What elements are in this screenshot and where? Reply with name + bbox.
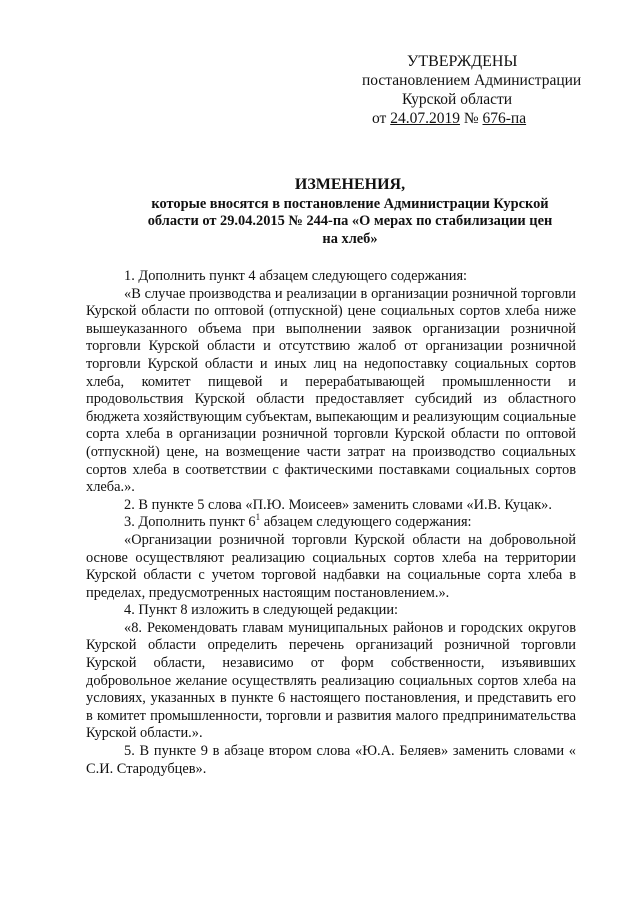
approval-heading: УТВЕРЖДЕНЫ bbox=[407, 53, 518, 70]
paragraph-5: «Организации розничной торговли Курской области на добровольной основе осуществляют реализацию социальных сортов хлеба на территории Курской области с учетом торговой надбавки на социальные сорта хлеба в пределах, предусмотренных настоящим постановлением.». bbox=[86, 531, 576, 601]
document-body bbox=[86, 268, 576, 778]
paragraph-6: 4. Пункт 8 изложить в следующей редакции: bbox=[124, 602, 399, 619]
paragraph-4-superscript: 1 bbox=[255, 512, 261, 523]
paragraph-4-start: 3. Дополнить пункт 6 bbox=[124, 514, 256, 531]
approval-date-prefix: от bbox=[372, 110, 387, 127]
title-subtitle: которые вносятся в постановление Администрации Курской области от 29.04.2015 № 244-па «О мерах по стабилизации цен на хлеб» bbox=[147, 195, 553, 247]
title-main: ИЗМЕНЕНИЯ, bbox=[294, 176, 406, 193]
approval-number: 676-па bbox=[482, 110, 527, 127]
approval-date: 24.07.2019 bbox=[390, 110, 460, 127]
paragraph-2: «В случае производства и реализации в организации розничной торговли Курской области по оптовой (отпускной) цене социальных сортов хлеба ниже вышеуказанного объема при выполнении заявок организации розничной торговли Курской области и отсутствию жалоб от организации розничной торговли Курской области и иных лиц на недопоставку социальных сортов хлеба, комитет пищевой и перерабатывающей промышленности и продовольствия Курской области предоставляет субсидий из областного бюджета хозяйствующим субъектам, выпекающим и реализующим социальные сорта хлеба в организации розничной торговли Курской области по оптовой (отпускной) цене, на возмещение части затрат на производство социальных сортов хлеба в соответствии с фактическими поставками социальных сортов хлеба.». bbox=[86, 285, 576, 496]
approval-date-line bbox=[362, 109, 602, 128]
paragraph-8: 5. В пункте 9 в абзаце втором слова «Ю.А. Беляев» заменить словами « С.И. Стародубцев». bbox=[86, 743, 576, 777]
paragraph-1: 1. Дополнить пункт 4 абзацем следующего содержания: bbox=[124, 268, 468, 284]
approval-block bbox=[362, 52, 602, 128]
paragraph-7: «8. Рекомендовать главам муниципальных районов и городских округов Курской области определить перечень организаций розничной торговли Курской области, независимо от форм собственности, изъявивших добровольное желание осуществлять реализацию социальных сортов хлеба на условиях, указанных в пункте 6 настоящего постановления, и представить его в комитет промышленности, торговли и развития малого предпринимательства Курской области.». bbox=[86, 619, 576, 742]
paragraph-4-end: абзацем следующего содержания: bbox=[260, 514, 472, 531]
approval-number-prefix: № bbox=[463, 110, 479, 127]
paragraph-4 bbox=[86, 514, 576, 532]
approval-region: Курской области bbox=[402, 91, 513, 108]
document-title bbox=[140, 176, 560, 248]
approval-issuer: постановлением Администрации bbox=[362, 72, 582, 89]
paragraph-3: 2. В пункте 5 слова «П.Ю. Моисеев» заменить словами «И.В. Куцак». bbox=[124, 496, 552, 513]
